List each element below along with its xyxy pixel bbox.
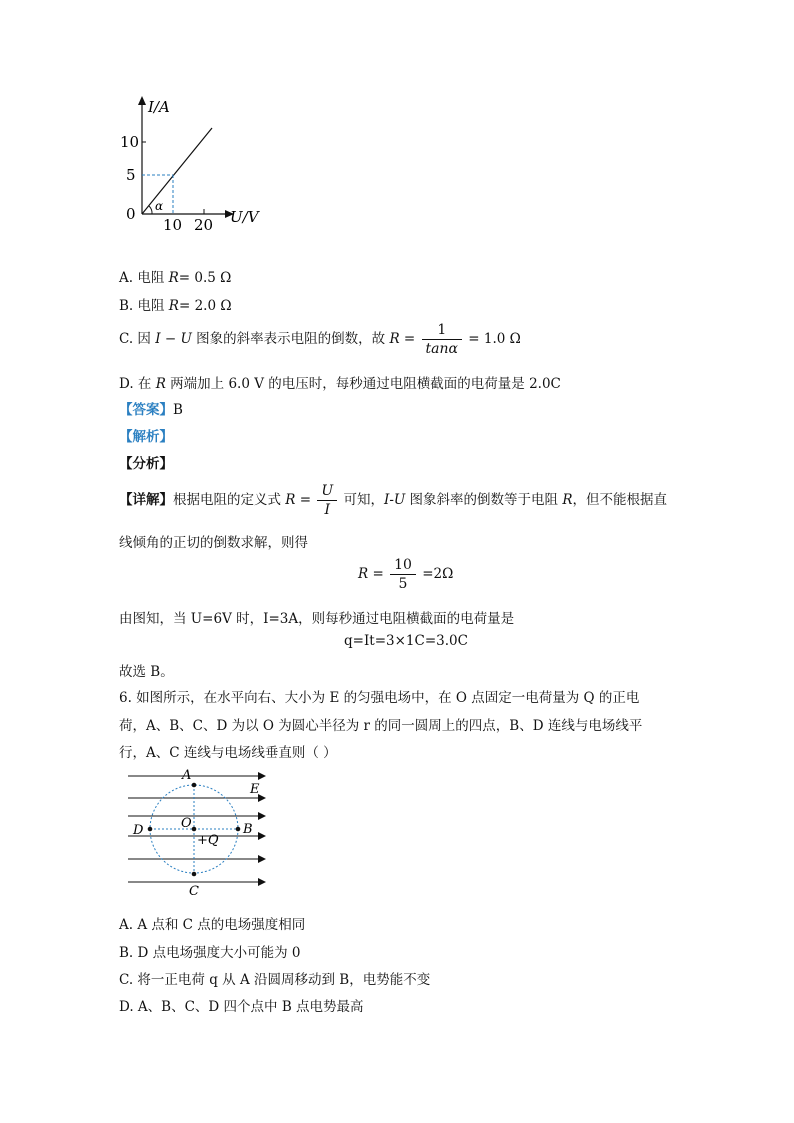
point-a	[192, 783, 197, 788]
y-tick-label-0: 0	[126, 205, 136, 223]
y-tick-label-5: 5	[126, 166, 136, 184]
label-a: A	[182, 768, 192, 783]
q6-option-c: C. 将一正电荷 q 从 A 沿圆周移动到 B，电势能不变	[119, 972, 431, 988]
y-axis-label: I/A	[148, 98, 170, 116]
fraction-1-over-tan: $\frac{1}{\tan\alpha}$	[422, 321, 462, 358]
q5-answer: 【答案】B	[119, 402, 183, 418]
q6-stem-line3: 行，A、C 连线与电场线垂直则（ ）	[119, 745, 337, 761]
angle-arc	[149, 206, 152, 214]
point-b	[236, 827, 241, 832]
iu-graph	[110, 90, 290, 240]
q5-fenxi-tag: 【分析】	[119, 456, 173, 472]
x-tick-label-10: 10	[163, 216, 183, 234]
q6-option-b: B. D 点电场强度大小可能为 0	[119, 945, 301, 961]
q5-option-c: C. 因 I − U 图象的斜率表示电阻的倒数，故 R = $\frac{1}{\tan\alpha}$ = 1.0 Ω	[119, 322, 521, 357]
y-tick-label-10: 10	[120, 133, 140, 151]
q6-option-d: D. A、B、C、D 四个点中 B 点电势最高	[119, 999, 364, 1015]
point-c	[192, 872, 197, 877]
point-d	[148, 827, 153, 832]
q5-conclusion: 故选 B。	[119, 664, 174, 680]
q5-charge-formula: q=It=3×1C=3.0C	[344, 633, 468, 649]
x-tick-label-20: 20	[194, 216, 214, 234]
label-b: B	[243, 822, 253, 837]
y-axis-arrow	[138, 96, 146, 105]
q5-detail-line2: 线倾角的正切的倒数求解，则得	[119, 535, 308, 551]
iu-line	[142, 128, 212, 214]
q6-stem-line2: 荷，A、B、C、D 为以 O 为圆心半径为 r 的同一圆周上的四点，B、D 连线与电场线平	[119, 718, 643, 734]
label-d: D	[133, 823, 144, 838]
q5-option-a: A. 电阻 R= 0.5 Ω	[119, 270, 232, 286]
label-o: O	[181, 816, 192, 831]
q5-option-d: D. 在 R 两端加上 6.0 V 的电压时，每秒通过电阻横截面的电荷量是 2.0C	[119, 376, 561, 392]
q5-analysis-tag: 【解析】	[119, 429, 173, 445]
q5-detail-line1: 【详解】根据电阻的定义式 R = $\frac{U}{I}$ 可知，I-U 图象斜率的倒数等于电阻 R，但不能根据直	[119, 483, 668, 518]
fraction-u-over-i: $\frac{U}{I}$	[317, 482, 337, 519]
label-q: +Q	[197, 833, 219, 848]
x-axis-label: U/V	[230, 208, 259, 226]
q5-from-graph: 由图知，当 U=6V 时，I=3A，则每秒通过电阻横截面的电荷量是	[119, 611, 515, 627]
q5-formula-r: R = $\frac{10}{5}$ =2Ω	[358, 557, 454, 592]
q6-stem-line1: 6. 如图所示，在水平向右、大小为 E 的匀强电场中，在 O 点固定一电荷量为 Q 的正电	[119, 690, 640, 706]
point-o	[192, 827, 197, 832]
q5-option-b: B. 电阻 R= 2.0 Ω	[119, 298, 232, 314]
fraction-10-over-5: $\frac{10}{5}$	[390, 556, 416, 593]
electric-field-figure	[120, 765, 280, 900]
angle-label: α	[155, 199, 164, 213]
q6-option-a: A. A 点和 C 点的电场强度相同	[119, 917, 306, 933]
label-e: E	[250, 782, 260, 797]
label-c: C	[189, 884, 199, 899]
